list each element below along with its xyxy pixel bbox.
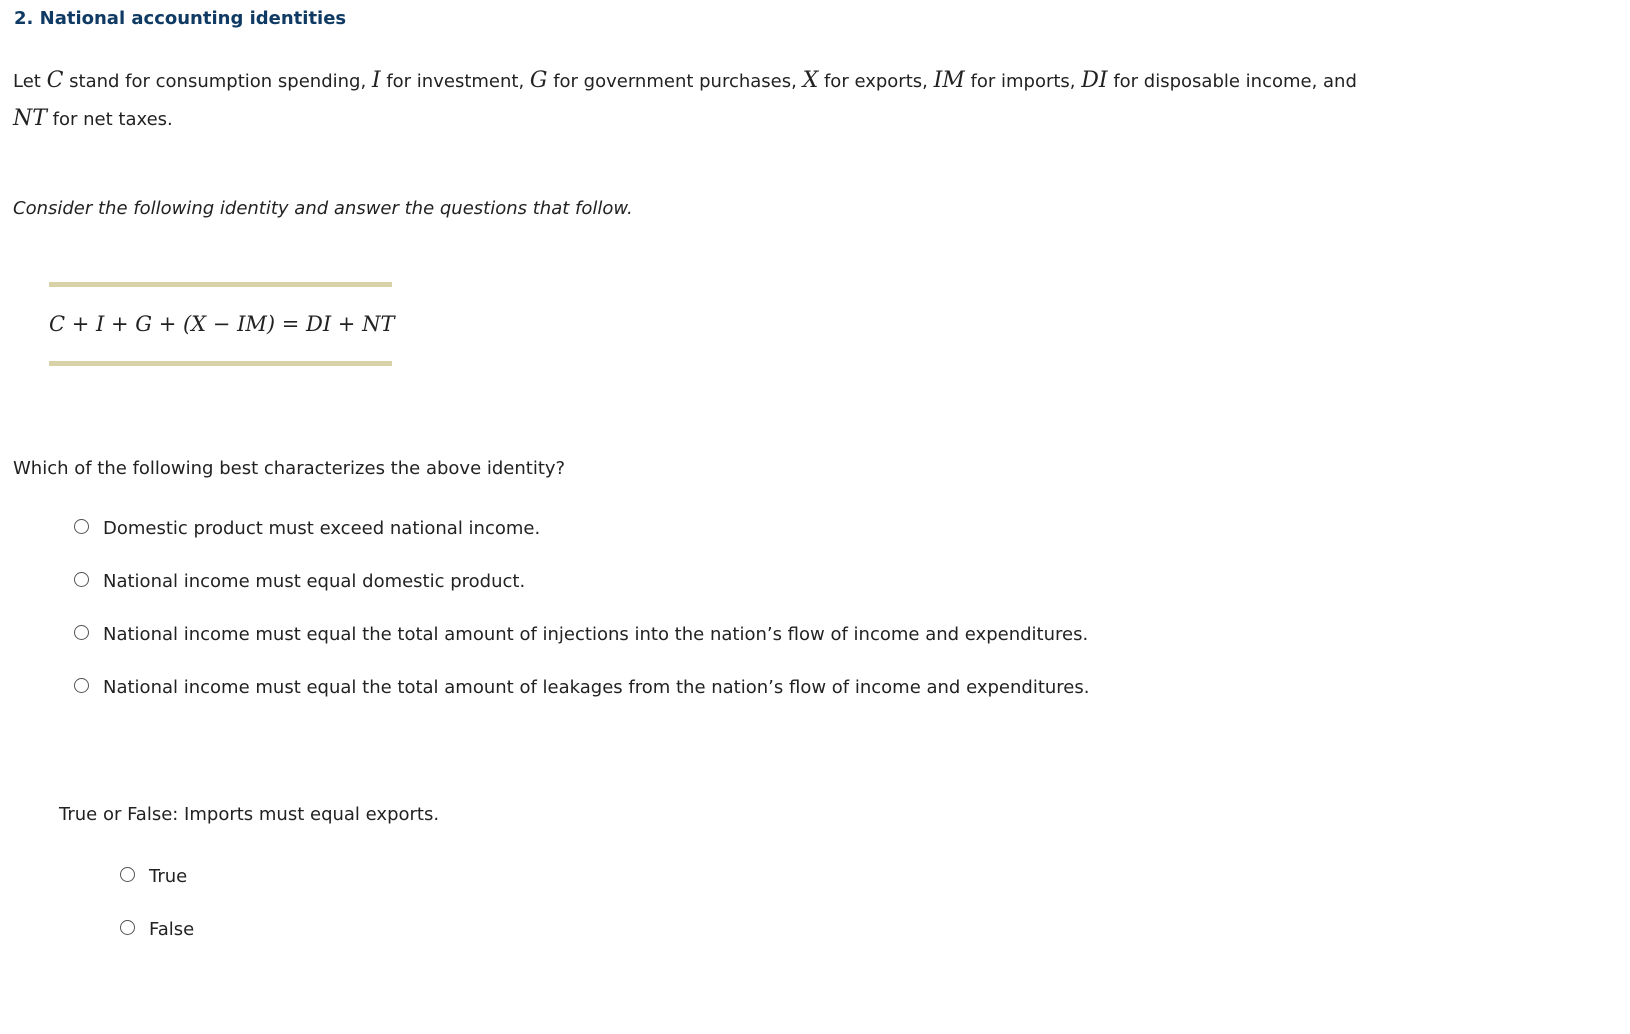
radio-button[interactable] bbox=[74, 572, 89, 587]
var-x: X bbox=[802, 68, 819, 93]
var-c: C bbox=[46, 68, 64, 93]
question1-option[interactable] bbox=[74, 677, 1089, 730]
intro-text: stand for consumption spending, bbox=[63, 71, 372, 92]
question1-option[interactable] bbox=[74, 571, 1089, 624]
question1-option[interactable] bbox=[74, 624, 1089, 677]
option-label: True bbox=[149, 866, 188, 887]
question2-prompt: True or False: Imports must equal exports. bbox=[59, 804, 440, 825]
question2-option-false[interactable] bbox=[120, 919, 194, 972]
intro-text: for imports, bbox=[964, 71, 1082, 92]
radio-button[interactable] bbox=[74, 678, 89, 693]
instruction-text: Consider the following identity and answer the questions that follow. bbox=[13, 198, 633, 219]
option-label: National income must equal the total amount of leakages from the nation’s flow of income and expenditures. bbox=[103, 677, 1090, 698]
intro-text: for net taxes. bbox=[46, 109, 173, 130]
option-label: Domestic product must exceed national income. bbox=[103, 518, 541, 539]
intro-text: for disposable income, and bbox=[1107, 71, 1357, 92]
var-nt: NT bbox=[13, 106, 47, 131]
var-im: IM bbox=[933, 68, 965, 93]
var-i: I bbox=[371, 68, 381, 93]
question1-option[interactable] bbox=[74, 518, 1089, 571]
question2-options bbox=[120, 866, 194, 972]
option-label: National income must equal domestic product. bbox=[103, 571, 526, 592]
var-g: G bbox=[529, 68, 548, 93]
question1-options bbox=[74, 518, 1089, 730]
intro-text: for investment, bbox=[380, 71, 530, 92]
radio-button[interactable] bbox=[74, 625, 89, 640]
section-heading: 2. National accounting identities bbox=[14, 8, 347, 29]
intro-paragraph bbox=[13, 62, 1433, 138]
option-label: National income must equal the total amount of injections into the nation’s flow of income and expenditures. bbox=[103, 624, 1089, 645]
intro-text: Let bbox=[13, 71, 47, 92]
option-label: False bbox=[149, 919, 195, 940]
question2-option-true[interactable] bbox=[120, 866, 194, 919]
radio-button[interactable] bbox=[120, 867, 135, 882]
intro-text: for exports, bbox=[818, 71, 934, 92]
intro-text: for government purchases, bbox=[547, 71, 803, 92]
radio-button[interactable] bbox=[74, 519, 89, 534]
identity-equation: C + I + G + (X − IM) = DI + NT bbox=[49, 312, 395, 336]
radio-button[interactable] bbox=[120, 920, 135, 935]
identity-box bbox=[49, 282, 395, 366]
question1-prompt: Which of the following best characterizes the above identity? bbox=[13, 458, 566, 479]
var-di: DI bbox=[1081, 68, 1108, 93]
